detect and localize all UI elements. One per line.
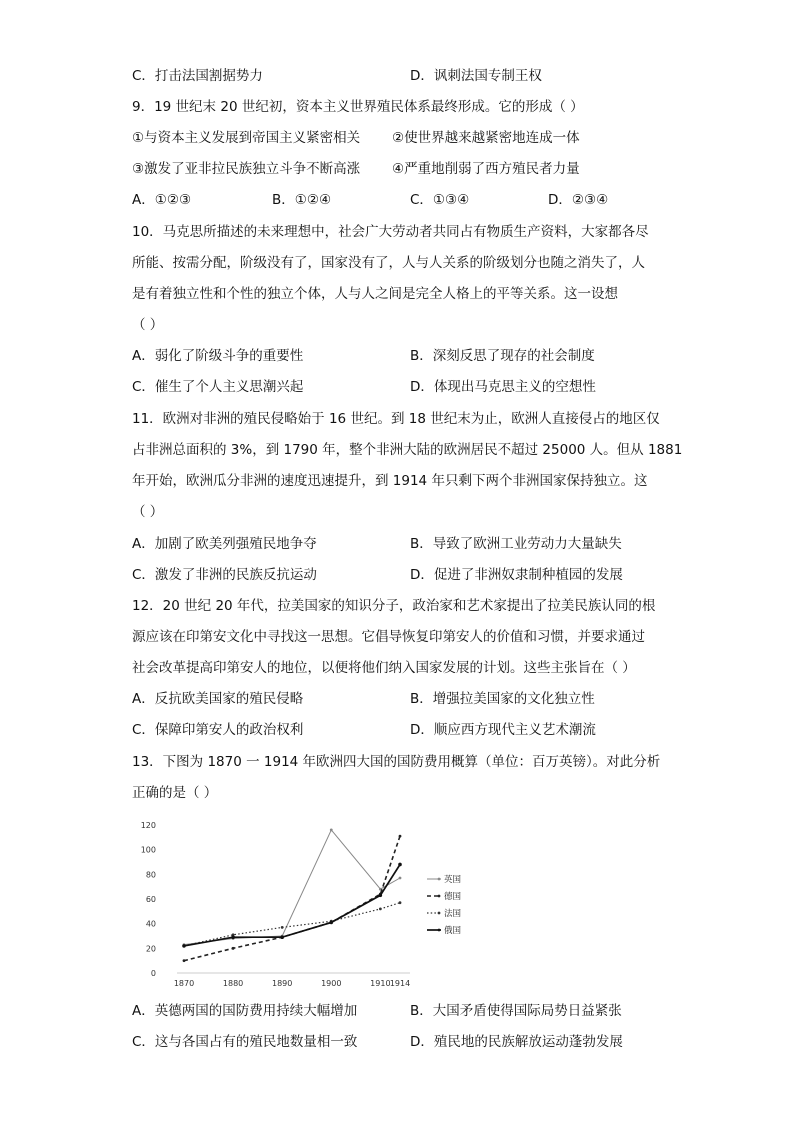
series-lines bbox=[182, 829, 402, 963]
data-point bbox=[232, 947, 235, 950]
chart-legend bbox=[427, 874, 462, 936]
q13-option-b: B．大国矛盾使得国际局势日益紧张 bbox=[410, 1003, 622, 1019]
legend-label: 德国 bbox=[444, 892, 462, 902]
y-tick-label: 40 bbox=[145, 919, 156, 929]
data-point bbox=[330, 829, 333, 832]
q11-line-3: 年开始，欧洲瓜分非洲的速度迅速提升，到 1914 年只剩下两个非洲国家保持独立。这 bbox=[132, 473, 648, 489]
data-point bbox=[280, 935, 284, 939]
q9-option-d: D．②③④ bbox=[548, 192, 609, 208]
x-axis-ticks bbox=[174, 979, 410, 988]
q10-option-b: B．深刻反思了现存的社会制度 bbox=[410, 348, 595, 364]
q11-option-a: A．加剧了欧美列强殖民地争夺 bbox=[132, 536, 317, 552]
series-line-0 bbox=[184, 830, 400, 945]
q11-option-b: B．导致了欧洲工业劳动力大量缺失 bbox=[410, 536, 622, 552]
q12-line-3: 社会改革提高印第安人的地位，以便将他们纳入国家发展的计划。这些主张旨在（ ） bbox=[132, 660, 636, 676]
data-point bbox=[379, 907, 382, 910]
legend-label: 法国 bbox=[444, 909, 462, 919]
q10-option-d: D．体现出马克思主义的空想性 bbox=[410, 379, 596, 395]
y-axis-ticks bbox=[141, 821, 156, 978]
series-line-1 bbox=[184, 836, 400, 961]
y-tick-label: 60 bbox=[145, 895, 156, 904]
x-tick-label: 1880 bbox=[222, 979, 244, 988]
data-point bbox=[399, 877, 402, 880]
q10-line-3: 是有着独立性和个性的独立个体，人与人之间是完全人格上的平等关系。这一设想 bbox=[132, 286, 618, 302]
q10-option-a: A．弱化了阶级斗争的重要性 bbox=[132, 348, 304, 364]
q13-line-1: 13．下图为 1870 一 1914 年欧洲四大国的国防费用概算（单位：百万英镑）。对此分析 bbox=[132, 754, 661, 770]
y-tick-label: 120 bbox=[140, 821, 156, 830]
x-tick-label: 1900 bbox=[321, 979, 342, 988]
q10-option-c: C．催生了个人主义思潮兴起 bbox=[132, 379, 304, 395]
q9-item-1: ①与资本主义发展到帝国主义紧密相关 bbox=[132, 130, 361, 146]
q10-line-2: 所能、按需分配，阶级没有了，国家没有了，人与人关系的阶级划分也随之消失了，人 bbox=[132, 255, 645, 271]
data-point bbox=[399, 901, 402, 904]
legend-marker bbox=[438, 929, 441, 932]
q10-line-1: 10．马克思所描述的未来理想中，社会广大劳动者共同占有物质生产资料，大家都各尽 bbox=[132, 224, 649, 240]
legend-label: 俄国 bbox=[444, 926, 462, 936]
q12-option-c: C．保障印第安人的政治权利 bbox=[132, 722, 304, 738]
data-point bbox=[183, 959, 186, 962]
q12-option-a: A．反抗欧美国家的殖民侵略 bbox=[132, 691, 304, 707]
q8-option-d: D．讽刺法国专制王权 bbox=[410, 68, 542, 84]
q9-item-3: ③激发了亚非拉民族独立斗争不断高涨 bbox=[132, 161, 361, 177]
data-point bbox=[231, 935, 235, 939]
q12-line-1: 12．20 世纪 20 年代，拉美国家的知识分子，政治家和艺术家提出了拉美民族认同的根 bbox=[132, 598, 656, 614]
data-point bbox=[329, 921, 333, 925]
y-tick-label: 20 bbox=[145, 944, 156, 954]
legend-marker bbox=[438, 895, 441, 898]
q13-option-c: C．这与各国占有的殖民地数量相一致 bbox=[132, 1034, 358, 1050]
q9-item-2: ②使世界越来越紧密地连成一体 bbox=[392, 130, 580, 146]
data-point bbox=[281, 926, 284, 929]
legend-marker bbox=[438, 912, 441, 915]
x-tick-label: 1870 bbox=[173, 979, 195, 988]
x-tick-label: 1890 bbox=[272, 979, 293, 988]
y-tick-label: 100 bbox=[140, 845, 156, 855]
q8-option-c: C．打击法国割据势力 bbox=[132, 68, 263, 84]
q9-option-b: B．①②④ bbox=[272, 192, 332, 208]
q13-option-d: D．殖民地的民族解放运动蓬勃发展 bbox=[410, 1034, 623, 1050]
q9-option-a: A．①②③ bbox=[132, 192, 192, 208]
q12-option-b: B．增强拉美国家的文化独立性 bbox=[410, 691, 595, 707]
q9-option-c: C．①③④ bbox=[410, 192, 470, 208]
q11-line-4: （ ） bbox=[132, 504, 164, 520]
q13-line-2: 正确的是（ ） bbox=[132, 785, 218, 801]
x-tick-label: 1914 bbox=[389, 979, 411, 988]
q12-line-2: 源应该在印第安文化中寻找这一思想。它倡导恢复印第安人的价值和习惯，并要求通过 bbox=[132, 629, 645, 645]
data-point bbox=[399, 835, 402, 838]
x-tick-label: 1910 bbox=[370, 979, 391, 988]
legend-label: 英国 bbox=[444, 875, 462, 885]
legend-marker bbox=[438, 878, 441, 881]
q11-line-1: 11．欧洲对非洲的殖民侵略始于 16 世纪。到 18 世纪末为止，欧洲人直接侵占的地区仅 bbox=[132, 411, 660, 427]
q11-option-c: C．激发了非洲的民族反抗运动 bbox=[132, 567, 317, 583]
defense-spending-chart bbox=[132, 815, 472, 993]
q9-item-4: ④严重地削弱了西方殖民者力量 bbox=[392, 161, 580, 177]
y-tick-label: 80 bbox=[145, 870, 156, 880]
q13-option-a: A．英德两国的国防费用持续大幅增加 bbox=[132, 1003, 358, 1019]
q10-line-4: （ ） bbox=[132, 317, 164, 333]
data-point bbox=[398, 863, 402, 867]
q12-option-d: D．顺应西方现代主义艺术潮流 bbox=[410, 722, 596, 738]
q11-line-2: 占非洲总面积的 3%，到 1790 年，整个非洲大陆的欧洲居民不超过 25000 人。但从 1881 bbox=[132, 442, 683, 458]
series-line-3 bbox=[184, 865, 400, 946]
data-point bbox=[182, 944, 186, 948]
q9-stem: 9．19 世纪末 20 世纪初，资本主义世界殖民体系最终形成。它的形成（ ） bbox=[132, 99, 584, 115]
q11-option-d: D．促进了非洲奴隶制种植园的发展 bbox=[410, 567, 623, 583]
data-point bbox=[379, 894, 383, 898]
y-tick-label: 0 bbox=[150, 969, 156, 978]
